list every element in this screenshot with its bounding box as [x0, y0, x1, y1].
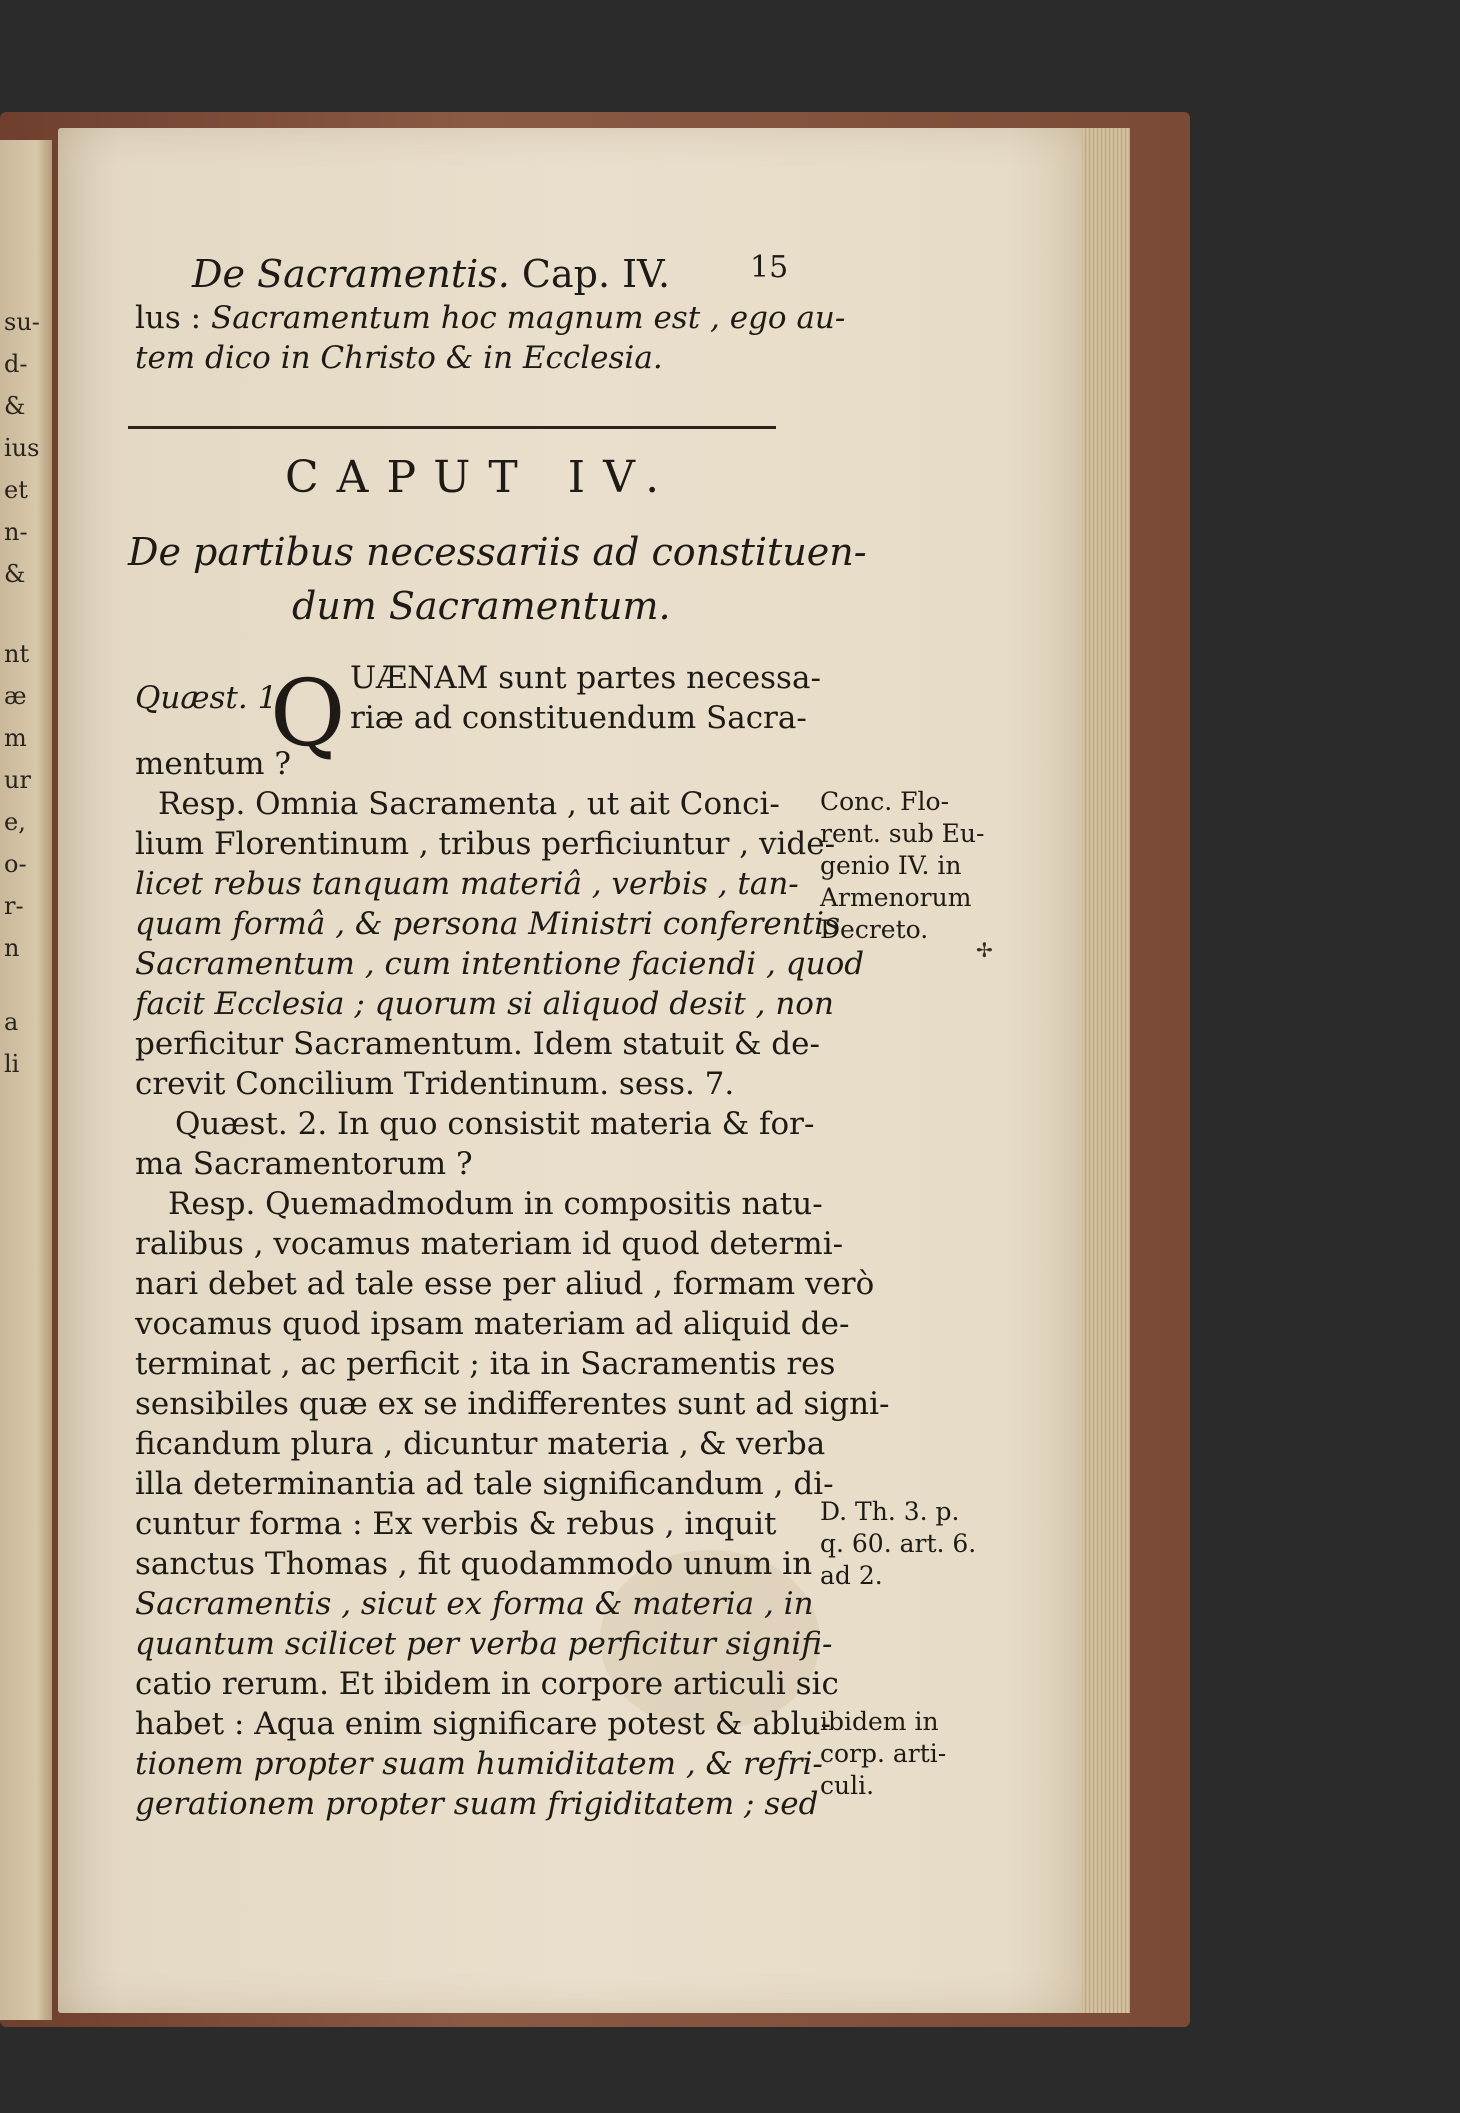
body-line: vocamus quod ipsam materiam ad aliquid de- — [135, 1306, 850, 1342]
margin-note-council: Conc. Flo- rent. sub Eu- genio IV. in Armenorum Decreto. — [820, 787, 985, 944]
prev-page-fragment: n- — [4, 518, 28, 546]
chapter-number: Cap. IV. — [521, 252, 671, 296]
prev-page-fragment: o- — [4, 850, 27, 878]
prev-page-fragment: & — [4, 560, 26, 588]
chapter-title-line-2: dum Sacramentum. — [292, 584, 671, 628]
prev-page-fragment: et — [4, 476, 28, 504]
prev-page-fragment: li — [4, 1050, 20, 1078]
continuation-italic: Sacramentum hoc magnum est , ego au- — [210, 300, 846, 336]
continuation-plain: lus : — [135, 300, 211, 336]
body-line: terminat , ac perficit ; ita in Sacramentis res — [135, 1346, 836, 1382]
body-line: perficitur Sacramentum. Idem statuit & de- — [135, 1026, 820, 1062]
body-line: ralibus , vocamus materiam id quod determi- — [135, 1226, 844, 1262]
prev-page-fragment: su- — [4, 308, 40, 336]
continuation-line — [135, 300, 845, 336]
body-line: cuntur forma : Ex verbis & rebus , inquit — [135, 1506, 777, 1542]
body-line: tionem propter suam humiditatem , & refri- — [135, 1746, 823, 1782]
previous-page-edge — [0, 140, 52, 2020]
ornament-mark: ✢ — [976, 938, 993, 962]
body-line: Sacramentis , sicut ex forma & materia , in — [135, 1586, 814, 1622]
page-fore-edge — [1082, 128, 1130, 2013]
question-label: Quæst. 1. — [135, 680, 288, 716]
question-line-3: mentum ? — [135, 746, 291, 782]
question-line-1: UÆNAM sunt partes necessa- — [350, 660, 821, 696]
body-line: Quæst. 2. In quo consistit materia & for- — [175, 1106, 815, 1142]
page-number: 15 — [750, 250, 789, 285]
body-line: sensibiles quæ ex se indifferentes sunt ad signi- — [135, 1386, 890, 1422]
body-line: illa determinantia ad tale significandum , di- — [135, 1466, 834, 1502]
body-line: crevit Concilium Tridentinum. sess. 7. — [135, 1066, 735, 1102]
body-line: Resp. Quemadmodum in compositis natu- — [168, 1186, 823, 1222]
body-line: licet rebus tanquam materiâ , verbis , tan- — [135, 866, 799, 902]
question-line-2: riæ ad constituendum Sacra- — [350, 700, 807, 736]
prev-page-fragment: ius — [4, 434, 40, 462]
body-line: Resp. Omnia Sacramenta , ut ait Conci- — [158, 786, 780, 822]
prev-page-fragment: d- — [4, 350, 28, 378]
running-header — [192, 252, 670, 296]
margin-note-ibidem: ibidem in corp. arti- culi. — [820, 1707, 947, 1800]
drop-cap: Q — [270, 660, 346, 767]
prev-page-fragment: m — [4, 724, 27, 752]
prev-page-fragment: a — [4, 1008, 19, 1036]
body-line: Sacramentum , cum intentione faciendi , quod — [135, 946, 865, 982]
prev-page-fragment: e, — [4, 808, 26, 836]
body-line: ma Sacramentorum ? — [135, 1146, 473, 1182]
continuation-line: tem dico in Christo & in Ecclesia. — [135, 340, 663, 376]
prev-page-fragment: nt — [4, 640, 30, 668]
prev-page-fragment: n — [4, 934, 20, 962]
prev-page-fragment: ur — [4, 766, 31, 794]
body-line: facit Ecclesia ; quorum si aliquod desit , non — [135, 986, 834, 1022]
body-line: catio rerum. Et ibidem in corpore articuli sic — [135, 1666, 839, 1702]
body-line: ficandum plura , dicuntur materia , & verba — [135, 1426, 826, 1462]
body-line: gerationem propter suam frigiditatem ; sed — [135, 1786, 819, 1822]
body-line: sanctus Thomas , fit quodammodo unum in — [135, 1546, 813, 1582]
body-line: lium Florentinum , tribus perficiuntur , vide- — [135, 826, 836, 862]
prev-page-fragment: æ — [4, 682, 27, 710]
section-rule — [128, 426, 776, 429]
running-title: De Sacramentis. — [192, 252, 510, 296]
body-line: nari debet ad tale esse per aliud , formam verò — [135, 1266, 875, 1302]
body-line: quantum scilicet per verba perficitur signifi- — [135, 1626, 833, 1662]
margin-note-thomas: D. Th. 3. p. q. 60. art. 6. ad 2. — [820, 1497, 977, 1590]
prev-page-fragment: r- — [4, 892, 24, 920]
chapter-heading: CAPUT IV. — [285, 452, 678, 503]
body-line: habet : Aqua enim significare potest & ablu- — [135, 1706, 832, 1742]
prev-page-fragment: & — [4, 392, 26, 420]
body-line: quam formâ , & persona Ministri conferentis — [135, 906, 840, 942]
chapter-title-line-1: De partibus necessariis ad constituen- — [128, 530, 867, 574]
